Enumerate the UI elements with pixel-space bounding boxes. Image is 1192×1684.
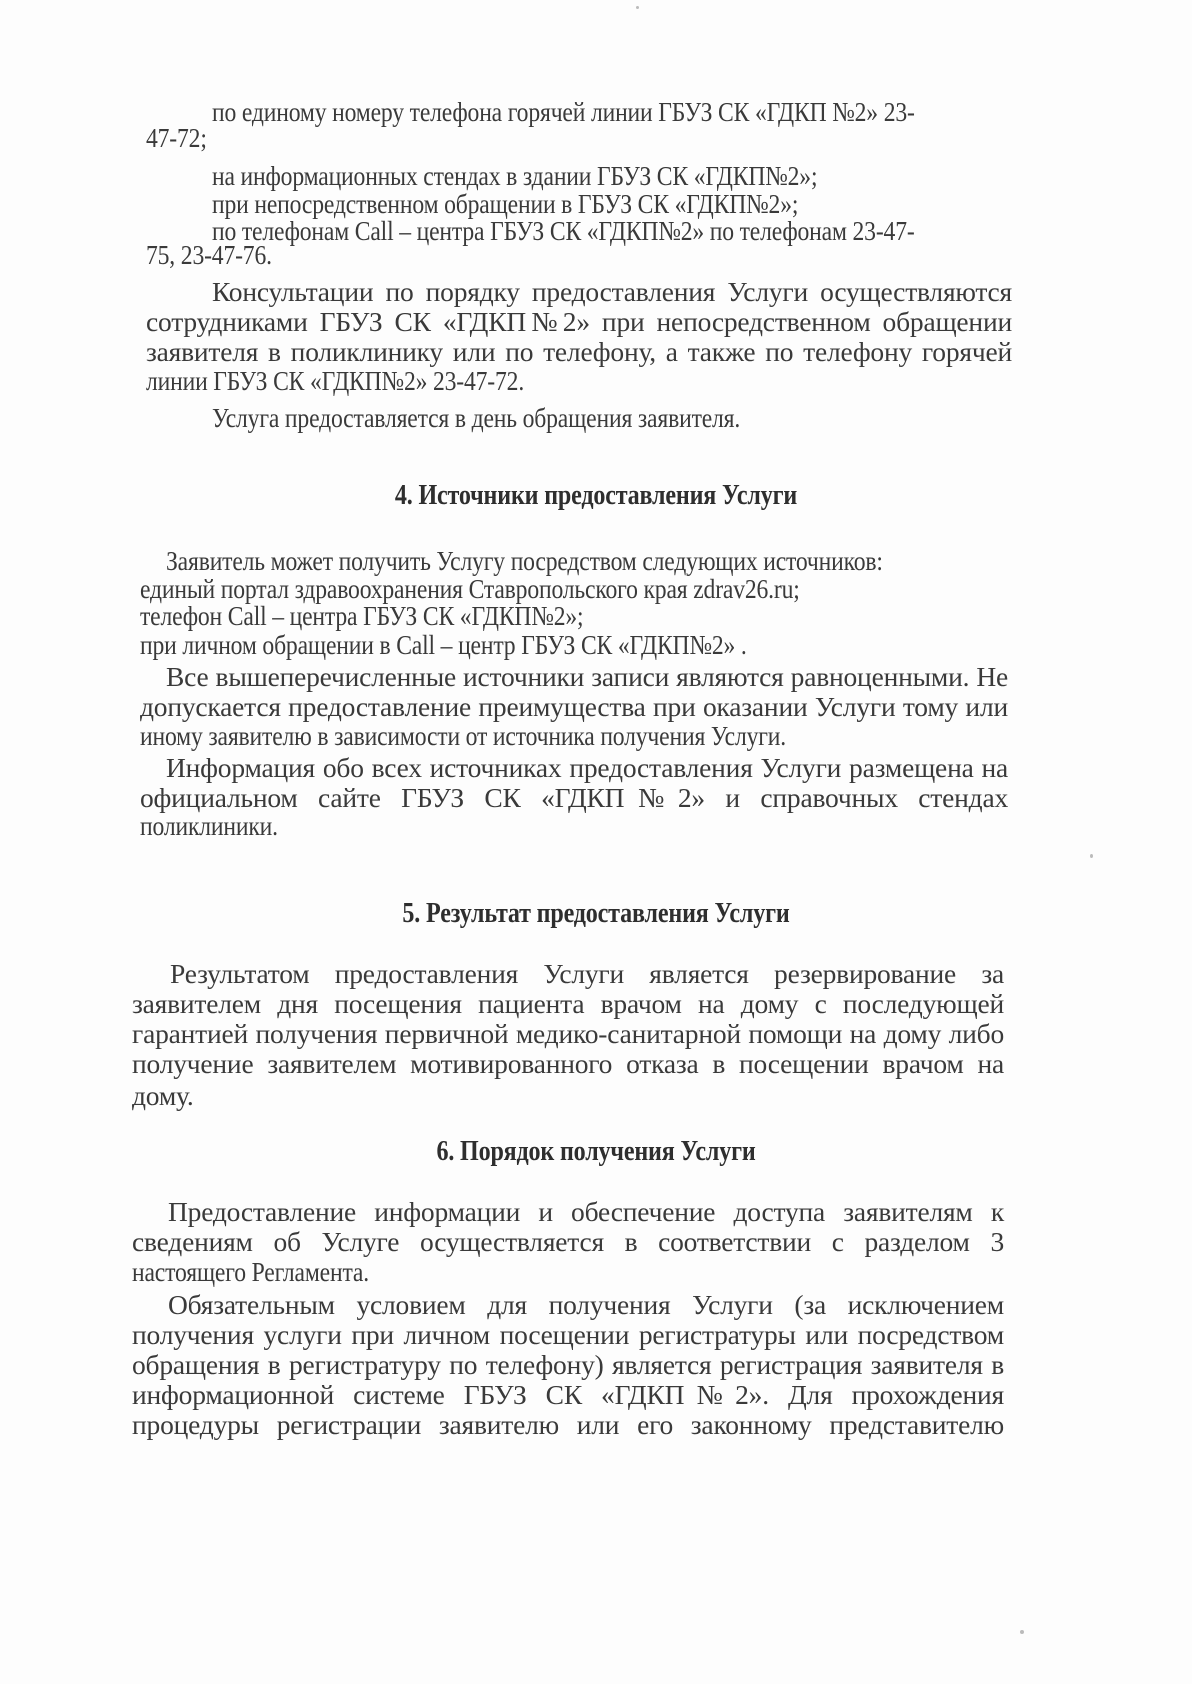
section-5-line: Результатом предоставления Услуги является резервирование за xyxy=(170,958,1004,989)
section-4-info-line: Информация обо всех источниках предоставления Услуги размещена на xyxy=(166,752,1008,783)
section-4-equal-line: допускается предоставление преимущества при оказании Услуги тому или xyxy=(140,691,1008,722)
intro-line: по телефонам Call – центра ГБУЗ СК «ГДКП№2» по телефонам 23-47- xyxy=(212,215,915,246)
same-day-line: Услуга предоставляется в день обращения заявителя. xyxy=(212,402,741,433)
section-6-p2-line: получения услуги при личном посещении регистратуры или посредством xyxy=(132,1319,1004,1350)
section-5-line: получение заявителем мотивированного отказа в посещении врачом на дому. xyxy=(132,1048,1004,1111)
section-4-info-line: официальном сайте ГБУЗ СК «ГДКП№2» и справочных стендах xyxy=(140,782,1008,813)
section-6-p2-line: информационной системе ГБУЗ СК «ГДКП№2». Для прохождения xyxy=(132,1379,1004,1410)
section-6-p1-line: сведениям об Услуге осуществляется в соответствии с разделом 3 xyxy=(132,1226,1004,1257)
intro-line: при непосредственном обращении в ГБУЗ СК «ГДКП№2»; xyxy=(212,188,799,219)
intro-line: по единому номеру телефона горячей линии ГБУЗ СК «ГДКП №2» 23- xyxy=(212,96,915,127)
consult-line: сотрудниками ГБУЗ СК «ГДКП№2» при непосредственном обращении xyxy=(146,306,1012,337)
section-6-p1-line: настоящего Регламента. xyxy=(132,1256,369,1287)
scan-speck xyxy=(636,6,639,9)
consult-line: заявителя в поликлинику или по телефону, а также по телефону горячей xyxy=(146,336,1012,367)
section-4-line: телефон Call – центра ГБУЗ СК «ГДКП№2»; xyxy=(140,600,584,631)
scan-speck xyxy=(1020,1630,1024,1634)
section-6-p2-line: процедуры регистрации заявителю или его законному представителю xyxy=(132,1409,1004,1440)
intro-line: 47-72; xyxy=(146,122,207,153)
section-4-line: Заявитель может получить Услугу посредством следующих источников: xyxy=(166,545,883,576)
section-6-p2-line: обращения в регистратуру по телефону) является регистрация заявителя в xyxy=(132,1349,1004,1380)
section-4-info-line: поликлиники. xyxy=(140,810,278,841)
section-4-equal-line: иному заявителю в зависимости от источника получения Услуги. xyxy=(140,720,786,751)
section-5-line: заявителем дня посещения пациента врачом на дому с последующей xyxy=(132,988,1004,1019)
intro-line: 75, 23-47-76. xyxy=(146,239,272,270)
section-6-title: 6. Порядок получения Услуги xyxy=(436,1136,756,1167)
consult-line: Консультации по порядку предоставления Услуги осуществляются xyxy=(212,276,1012,307)
section-6-p1-line: Предоставление информации и обеспечение доступа заявителям к xyxy=(168,1196,1004,1227)
section-6-p2-line: Обязательным условием для получения Услуги (за исключением xyxy=(168,1289,1004,1320)
consult-line: линии ГБУЗ СК «ГДКП№2» 23-47-72. xyxy=(146,365,525,396)
section-5-line: гарантией получения первичной медико-санитарной помощи на дому либо xyxy=(132,1018,1004,1049)
section-5-title: 5. Результат предоставления Услуги xyxy=(402,898,790,929)
scan-speck xyxy=(1090,854,1093,858)
intro-line: на информационных стендах в здании ГБУЗ СК «ГДКП№2»; xyxy=(212,160,818,191)
section-4-line: при личном обращении в Call – центр ГБУЗ СК «ГДКП№2» . xyxy=(140,629,747,660)
section-4-title: 4. Источники предоставления Услуги xyxy=(394,480,798,511)
section-4-equal-line: Все вышеперечисленные источники записи являются равноценными. Не xyxy=(166,661,1008,692)
section-4-line: единый портал здравоохранения Ставропольского края zdrav26.ru; xyxy=(140,573,800,604)
